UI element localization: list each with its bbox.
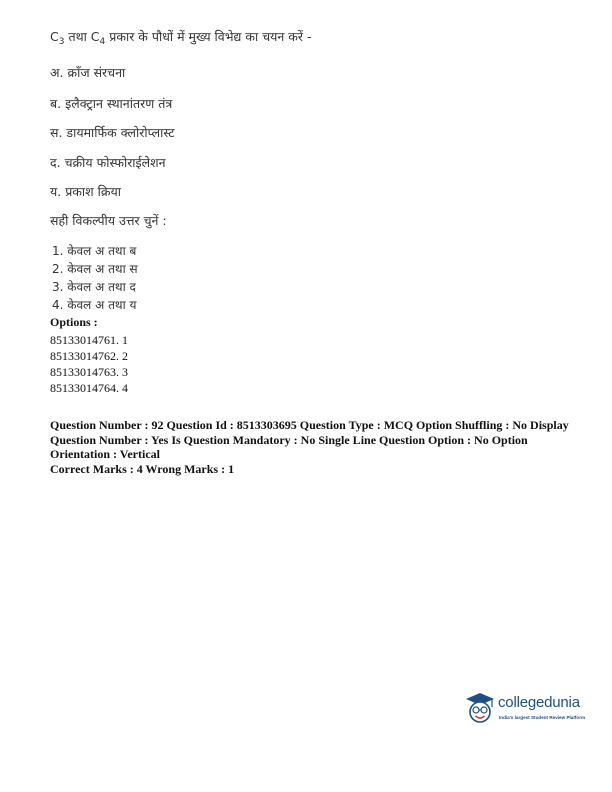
logo-name: collegedunia xyxy=(498,694,580,711)
option-2: 85133014762. 2 xyxy=(50,349,128,363)
choice-1: 1. केवल अ तथा ब xyxy=(52,244,137,258)
question-body: प्रकार के पौधों में मुख्य विभेद्य का चयन करें - xyxy=(109,29,312,44)
statement-e: य. प्रकाश क्रिया xyxy=(50,184,121,199)
statement-d: द. चक्रीय फोस्फोराईलेशन xyxy=(50,155,166,170)
and-word: तथा xyxy=(68,29,87,44)
choice-4: 4. केवल अ तथा य xyxy=(52,298,137,312)
c4-letter: C xyxy=(90,29,100,44)
statement-c: स. डायमार्फिक क्लोरोप्लास्ट xyxy=(50,125,175,140)
options-heading: Options : xyxy=(50,315,98,329)
collegedunia-logo xyxy=(462,690,594,730)
instruction-text: सही विकल्पीय उत्तर चुनें : xyxy=(50,213,167,228)
c4-subscript: 4 xyxy=(99,37,106,47)
statement-a: अ. क्रॉंज संरचना xyxy=(50,65,126,80)
option-4: 85133014764. 4 xyxy=(50,381,128,395)
option-3: 85133014763. 3 xyxy=(50,365,128,379)
graduate-mascot-icon xyxy=(462,690,498,726)
choice-3: 3. केवल अ तथा द xyxy=(52,280,136,294)
c3-letter: C xyxy=(50,29,59,44)
marks-info: Correct Marks : 4 Wrong Marks : 1 xyxy=(50,462,235,476)
statement-b: ब. इलैक्ट्रान स्थानांतरण तंत्र xyxy=(50,96,173,111)
question-meta: Question Number : 92 Question Id : 8513303695 Question Type : MCQ Option Shuffling : No Display Question Number : Yes Is Question Mandatory : No Single Line Question Option : No Option Orientation : Vertical xyxy=(50,418,569,461)
question-text xyxy=(50,28,311,45)
c3-subscript: 3 xyxy=(58,37,65,47)
option-1: 85133014761. 1 xyxy=(50,333,128,347)
logo-tagline: India's largest Student Review Platform xyxy=(499,715,586,720)
choice-2: 2. केवल अ तथा स xyxy=(52,262,138,276)
